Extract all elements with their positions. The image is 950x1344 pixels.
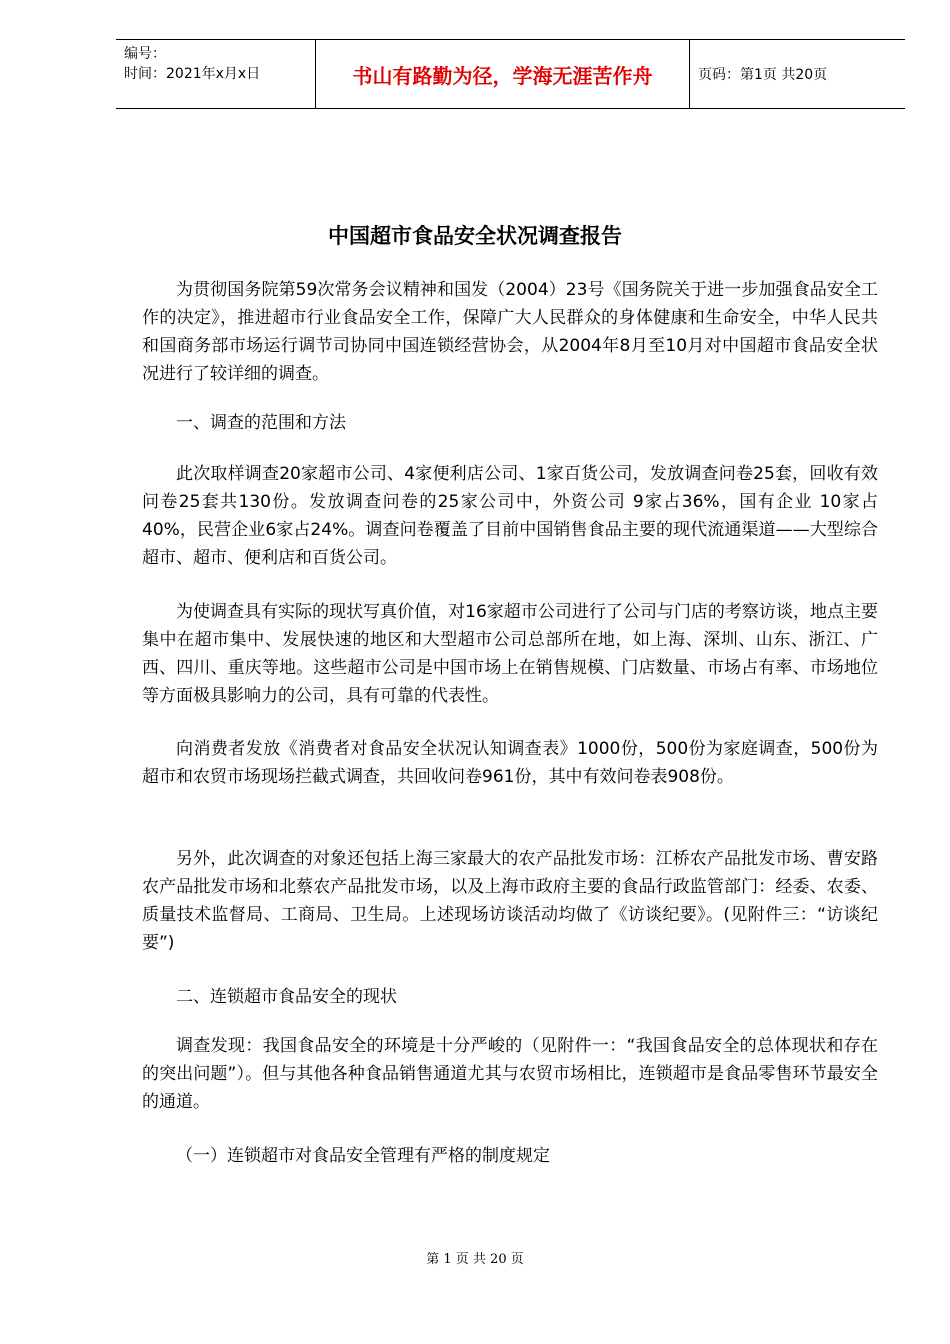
paragraph-intro: 为贯彻国务院第59次常务会议精神和国发（2004）23号《国务院关于进一步加强食品安全工作的决定》，推进超市行业食品安全工作，保障广大人民群众的身体健康和生命安全，中华人民共和国商务部市场运行调节司协同中国连锁经营协会，从2004年8月至10月对中国超市食品安全状况进行了较详细的调查。 (142, 280, 878, 384)
paragraph-interviews: 为使调查具有实际的现状写真价值，对16家超市公司进行了公司与门店的考察访谈，地点主要集中在超市集中、发展快速的地区和大型超市公司总部所在地，如上海、深圳、山东、浙江、广西、四川、重庆等地。这些超市公司是中国市场上在销售规模、门店数量、市场占有率、市场地位等方面极具影响力的公司，具有可靠的代表性。 (142, 602, 878, 706)
header-table (116, 39, 905, 109)
time-label: 时间：2021年x月x日 (124, 66, 261, 82)
paragraph-consumer-survey: 向消费者发放《消费者对食品安全状况认知调查表》1000份，500份为家庭调查，500份为超市和农贸市场现场拦截式调查，共回收问卷961份，其中有效问卷表908份。 (142, 739, 878, 787)
header-motto-cell (316, 40, 690, 108)
document-title: 中国超市食品安全状况调查报告 (328, 224, 622, 248)
subsection-heading-1: （一）连锁超市对食品安全管理有严格的制度规定 (176, 1146, 550, 1166)
header-page-cell (690, 40, 905, 108)
paragraph-sampling: 此次取样调查20家超市公司、4家便利店公司、1家百货公司，发放调查问卷25套，回收有效问卷25套共130份。发放调查问卷的25家公司中，外资公司 9家占36%，国有企业 10家占40%，民营企业6家占24%。调查问卷覆盖了目前中国销售食品主要的现代流通渠道——大型综合超市、超市、便利店和百货公司。 (142, 464, 878, 568)
header-meta-cell (116, 40, 316, 108)
page-footer: 第 1 页 共 20 页 (426, 1252, 524, 1267)
section-heading-2: 二、连锁超市食品安全的现状 (176, 987, 397, 1007)
page-info: 页码：第1页 共20页 (698, 67, 828, 83)
number-label: 编号： (124, 46, 166, 62)
motto: 书山有路勤为径，学海无涯苦作舟 (352, 63, 653, 88)
paragraph-findings: 调查发现：我国食品安全的环境是十分严峻的（见附件一：“我国食品安全的总体现状和存在的突出问题”）。但与其他各种食品销售通道尤其与农贸市场相比，连锁超市是食品零售环节最安全的通道。 (142, 1036, 878, 1112)
section-heading-1: 一、调查的范围和方法 (176, 413, 346, 433)
paragraph-wholesale-markets: 另外，此次调查的对象还包括上海三家最大的农产品批发市场：江桥农产品批发市场、曹安路农产品批发市场和北蔡农产品批发市场，以及上海市政府主要的食品行政监管部门：经委、农委、质量技术监督局、工商局、卫生局。上述现场访谈活动均做了《访谈纪要》。(见附件三：“访谈纪要”) (142, 849, 878, 953)
